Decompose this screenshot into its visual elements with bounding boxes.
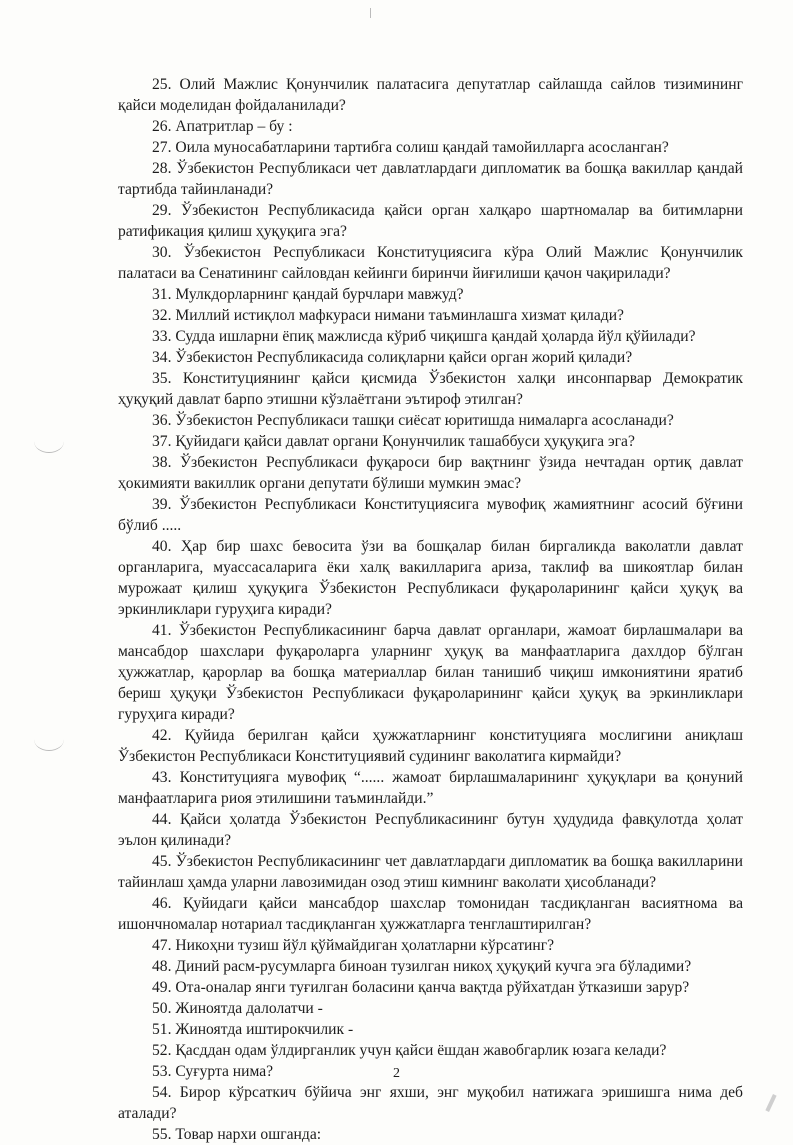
question-item: 38. Ўзбекистон Республикаси фуқароси бир вақтнинг ўзида нечтадан ортиқ давлат ҳокимияти вакиллик органи депутати бўлиши мумкин эмас? bbox=[118, 454, 743, 492]
punch-hole-mark bbox=[34, 728, 64, 751]
question-item: 40. Ҳар бир шахс бевосита ўзи ва бошқалар билан биргаликда ваколатли давлат органларига, муассасаларига ёки халқ вакилларига ариза, таклиф ва шикоятлар билан мурожаат қилиш ҳуқуқига Ўзбекистон Республикаси фуқароларининг қайси ҳуқуқ ва эркинликлари гуруҳига киради? bbox=[118, 538, 743, 618]
question-item: 55. Товар нархи ошганда: bbox=[152, 1126, 322, 1143]
question-item: 37. Қуйидаги қайси давлат органи Қонунчилик ташаббуси ҳуқуқига эга? bbox=[152, 433, 635, 450]
question-item: 48. Диний расм-русумларга биноан тузилган никоҳ ҳуқуқий кучга эга бўладими? bbox=[152, 958, 692, 975]
question-item: 34. Ўзбекистон Республикасида солиқларни қайси орган жорий қилади? bbox=[152, 349, 633, 366]
question-item: 27. Оила муносабатларини тартибга солиш қандай тамойилларга асосланган? bbox=[152, 139, 669, 156]
question-item: 26. Апатритлар – бу : bbox=[152, 118, 293, 135]
question-item: 25. Олий Мажлис Қонунчилик палатасига депутатлар сайлашда сайлов тизимининг қайси моделидан фойдаланилади? bbox=[118, 76, 743, 114]
question-item: 43. Конституцияга мувофиқ “...... жамоат бирлашмаларининг ҳуқуқлари ва қонуний манфаатларига риоя этилишини таъминлайди.” bbox=[118, 769, 743, 807]
question-item: 32. Миллий истиқлол мафкураси нимани таъминлашга хизмат қилади? bbox=[152, 307, 624, 324]
question-item: 28. Ўзбекистон Республикаси чет давлатлардаги дипломатик ва бошқа вакиллар қандай тартибда тайинланади? bbox=[118, 160, 743, 198]
question-item: 50. Жиноятда далолатчи - bbox=[152, 1000, 323, 1017]
question-item: 42. Қуйида берилган қайси ҳужжатларнинг конституцияга мослигини аниқлаш Ўзбекистон Республикаси Конституциявий судининг ваколатига кирмайди? bbox=[118, 727, 743, 765]
scan-mark bbox=[370, 8, 371, 18]
question-item: 54. Бирор кўрсаткич бўйича энг яхши, энг муқобил натижага эришишга нима деб аталади? bbox=[118, 1084, 743, 1122]
question-item: 35. Конституциянинг қайси қисмида Ўзбекистон халқи инсонпарвар Демократик ҳуқуқий давлат барпо этишни кўзлаётгани эътироф этилган? bbox=[118, 370, 743, 408]
question-item: 52. Қасддан одам ўлдирганлик учун қайси ёшдан жавобгарлик юзага келади? bbox=[152, 1042, 667, 1059]
question-item: 41. Ўзбекистон Республикасининг барча давлат органлари, жамоат бирлашмалари ва мансабдор шахслари фуқароларга уларнинг ҳуқуқ ва манфаатларига дахлдор бўлган ҳужжатлар, қарорлар ва бошқа материаллар билан танишиб чиқиш имкониятини яратиб бериш ҳуқуқи Ўзбекистон Республикаси фуқароларининг қайси ҳуқуқ ва эркинликлари гуруҳига киради? bbox=[118, 622, 743, 723]
question-item: 39. Ўзбекистон Республикаси Конституциясига мувофиқ жамиятнинг асосий бўғини бўлиб ..... bbox=[118, 496, 743, 534]
question-item: 49. Ота-оналар янги туғилган боласини қанча вақтда рўйхатдан ўтказиши зарур? bbox=[152, 979, 690, 996]
question-item: 45. Ўзбекистон Республикасининг чет давлатлардаги дипломатик ва бошқа вакилларини тайинлаш ҳамда уларни лавозимидан озод этиш кимнинг ваколати ҳисобланади? bbox=[118, 853, 743, 891]
question-item: 29. Ўзбекистон Республикасида қайси орган халқаро шартномалар ва битимларни ратификация қилиш ҳуқуқига эга? bbox=[118, 202, 743, 240]
question-item: 44. Қайси ҳолатда Ўзбекистон Республикасининг бутун ҳудудида фавқулотда ҳолат эълон қилинади? bbox=[118, 811, 743, 849]
question-item: 53. Суғурта нима? bbox=[152, 1063, 274, 1080]
scan-corner-mark bbox=[765, 1094, 776, 1112]
question-item: 31. Мулкдорларнинг қандай бурчлари мавжуд? bbox=[152, 286, 464, 303]
question-item: 33. Судда ишларни ёпиқ мажлисда кўриб чиқишга қандай ҳоларда йўл қўйилади? bbox=[152, 328, 696, 345]
page-number: 2 bbox=[393, 1066, 400, 1081]
question-item: 30. Ўзбекистон Республикаси Конституциясига кўра Олий Мажлис Қонунчилик палатаси ва Сенатининг сайловдан кейинги биринчи йиғилиши қачон чақирилади? bbox=[118, 244, 743, 282]
question-item: 47. Никоҳни тузиш йўл қўймайдиган ҳолатларни кўрсатинг? bbox=[152, 937, 555, 954]
question-item: 36. Ўзбекистон Республикаси ташқи сиёсат юритишда нималарга асосланади? bbox=[152, 412, 674, 429]
question-item: 46. Қуйидаги қайси мансабдор шахслар томонидан тасдиқланган васиятнома ва ишончномалар нотариал тасдиқланган ҳужжатларга тенглаштирилган? bbox=[118, 895, 743, 933]
question-list bbox=[118, 74, 743, 1145]
punch-hole-mark bbox=[34, 430, 64, 453]
question-item: 51. Жиноятда иштирокчилик - bbox=[152, 1021, 354, 1038]
